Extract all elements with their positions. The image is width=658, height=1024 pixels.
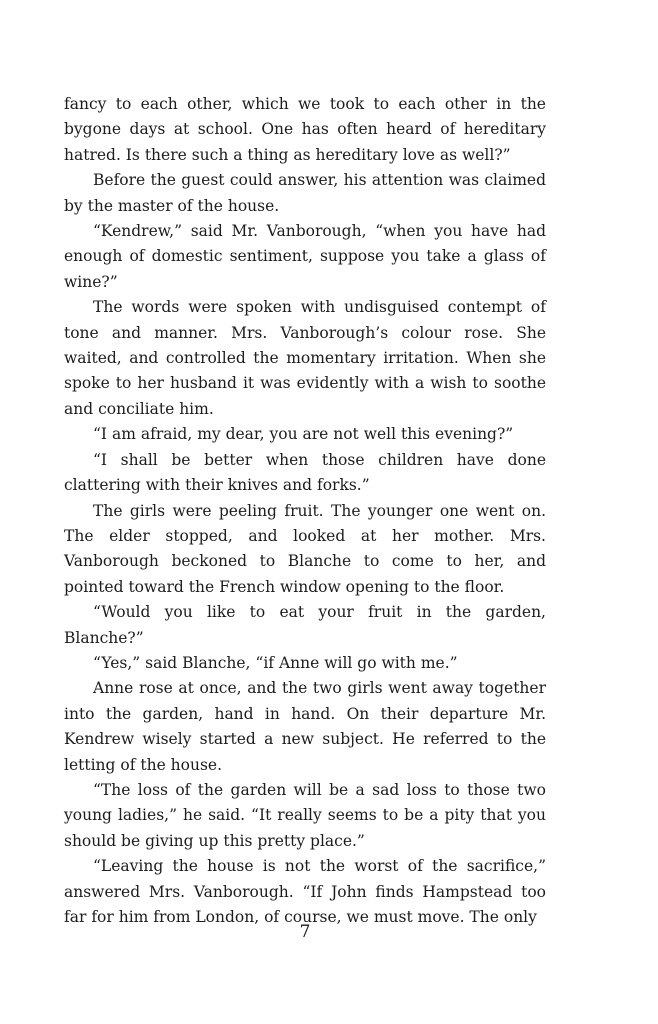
page-number: 7: [299, 922, 311, 942]
paragraph-2: Before the guest could answer, his attention was claimed by the master of the house.: [64, 171, 546, 215]
paragraph-1: fancy to each other, which we took to each other in the bygone days at school. One has often heard of hereditary hatred. Is there such a thing as hereditary love as well?”: [64, 95, 546, 164]
paragraph-7: The girls were peeling fruit. The younger one went on. The elder stopped, and looked at her mother. Mrs. Vanborough beckoned to Blanche to come to her, and pointed toward the French window opening to the floor.: [64, 501, 546, 596]
paragraph-9: “Yes,” said Blanche, “if Anne will go with me.”: [93, 653, 458, 672]
paragraph-8: “Would you like to eat your fruit in the garden, Blanche?”: [64, 603, 546, 647]
paragraph-10: Anne rose at once, and the two girls went away together into the garden, hand in hand. On their departure Mr. Kendrew wisely started a new subject. He referred to the letting of the house.: [64, 679, 546, 774]
paragraph-12: “Leaving the house is not the worst of the sacrifice,” answered Mrs. Vanborough. “If John finds Hampstead too far for him from London, of course, we must move. The only: [64, 857, 546, 926]
paragraph-3: “Kendrew,” said Mr. Vanborough, “when you have had enough of domestic sentiment, suppose you take a glass of wine?”: [64, 222, 546, 291]
paragraph-6: “I shall be better when those children have done clattering with their knives and forks.”: [64, 450, 546, 495]
paragraph-4: The words were spoken with undisguised contempt of tone and manner. Mrs. Vanborough’s colour rose. She waited, and controlled the momentary irritation. When she spoke to her husband it was evidently with a wish to soothe and conciliate him.: [64, 298, 546, 418]
paragraph-11: “The loss of the garden will be a sad loss to those two young ladies,” he said. “It really seems to be a pity that you should be giving up this pretty place.”: [64, 780, 546, 850]
page-body: [64, 92, 546, 930]
paragraph-5: “I am afraid, my dear, you are not well this evening?”: [93, 425, 514, 444]
